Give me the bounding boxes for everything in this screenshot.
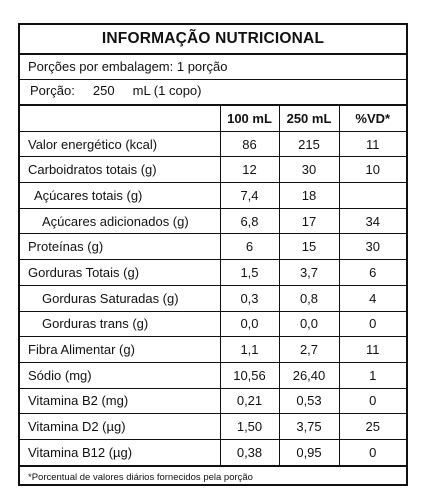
- servings-per-package: Porções por embalagem: 1 porção: [20, 55, 406, 80]
- table-header-row: [20, 105, 406, 131]
- value-per-100ml: 0,38: [220, 439, 279, 465]
- nutrient-name: Fibra Alimentar (g): [20, 337, 220, 363]
- daily-value-percent: 1: [339, 362, 406, 388]
- value-per-100ml: 10,56: [220, 362, 279, 388]
- value-per-250ml: 2,7: [279, 337, 339, 363]
- label-title: INFORMAÇÃO NUTRICIONAL: [20, 25, 406, 55]
- value-per-100ml: 6: [220, 234, 279, 260]
- nutrient-name: Carboidratos totais (g): [20, 157, 220, 183]
- value-per-250ml: 30: [279, 157, 339, 183]
- value-per-100ml: 6,8: [220, 208, 279, 234]
- column-header-vd: %VD*: [339, 105, 406, 131]
- value-per-250ml: 0,53: [279, 388, 339, 414]
- value-per-100ml: 0,0: [220, 311, 279, 337]
- nutrient-name: Gorduras Saturadas (g): [20, 285, 220, 311]
- value-per-100ml: 1,1: [220, 337, 279, 363]
- nutrient-name: Açúcares adicionados (g): [20, 208, 220, 234]
- nutrient-name: Vitamina B12 (µg): [20, 439, 220, 465]
- value-per-250ml: 17: [279, 208, 339, 234]
- column-header-250ml: 250 mL: [279, 105, 339, 131]
- daily-value-percent: 0: [339, 439, 406, 465]
- daily-value-percent: 11: [339, 131, 406, 157]
- nutrient-name: Vitamina B2 (mg): [20, 388, 220, 414]
- value-per-100ml: 12: [220, 157, 279, 183]
- value-per-100ml: 86: [220, 131, 279, 157]
- nutrient-name: Gorduras trans (g): [20, 311, 220, 337]
- table-row: [20, 234, 406, 260]
- table-row: [20, 439, 406, 465]
- portion-size: Porção: 250 mL (1 copo): [30, 83, 202, 98]
- nutrient-name: Sódio (mg): [20, 362, 220, 388]
- value-per-250ml: 215: [279, 131, 339, 157]
- nutrition-table: [20, 104, 406, 467]
- value-per-100ml: 1,50: [220, 414, 279, 440]
- nutrient-name: Gorduras Totais (g): [20, 260, 220, 286]
- value-per-100ml: 0,3: [220, 285, 279, 311]
- daily-value-percent: 0: [339, 388, 406, 414]
- value-per-100ml: 7,4: [220, 183, 279, 209]
- value-per-100ml: 0,21: [220, 388, 279, 414]
- nutrition-facts-label: [18, 23, 408, 486]
- value-per-250ml: 26,40: [279, 362, 339, 388]
- column-header-100ml: 100 mL: [220, 105, 279, 131]
- daily-value-percent: 11: [339, 337, 406, 363]
- footnote: *Porcentual de valores diários fornecidos pela porção: [28, 471, 253, 483]
- table-row: [20, 362, 406, 388]
- value-per-250ml: 15: [279, 234, 339, 260]
- daily-value-percent: 25: [339, 414, 406, 440]
- table-row: [20, 285, 406, 311]
- value-per-250ml: 0,8: [279, 285, 339, 311]
- value-per-250ml: 18: [279, 183, 339, 209]
- value-per-250ml: 3,75: [279, 414, 339, 440]
- nutrient-name: Açúcares totais (g): [20, 183, 220, 209]
- daily-value-percent: 34: [339, 208, 406, 234]
- value-per-250ml: 0,95: [279, 439, 339, 465]
- daily-value-percent: 0: [339, 311, 406, 337]
- column-header-nutrient: [20, 105, 220, 131]
- daily-value-percent: 30: [339, 234, 406, 260]
- table-row: [20, 183, 406, 209]
- table-row: [20, 260, 406, 286]
- table-row: [20, 208, 406, 234]
- daily-value-percent: 4: [339, 285, 406, 311]
- daily-value-percent: 6: [339, 260, 406, 286]
- daily-value-percent: [339, 183, 406, 209]
- daily-value-percent: 10: [339, 157, 406, 183]
- value-per-250ml: 0,0: [279, 311, 339, 337]
- table-row: [20, 131, 406, 157]
- table-row: [20, 311, 406, 337]
- nutrient-name: Valor energético (kcal): [20, 131, 220, 157]
- table-row: [20, 414, 406, 440]
- nutrient-name: Vitamina D2 (µg): [20, 414, 220, 440]
- table-row: [20, 388, 406, 414]
- table-row: [20, 337, 406, 363]
- nutrient-name: Proteínas (g): [20, 234, 220, 260]
- table-row: [20, 157, 406, 183]
- value-per-250ml: 3,7: [279, 260, 339, 286]
- value-per-100ml: 1,5: [220, 260, 279, 286]
